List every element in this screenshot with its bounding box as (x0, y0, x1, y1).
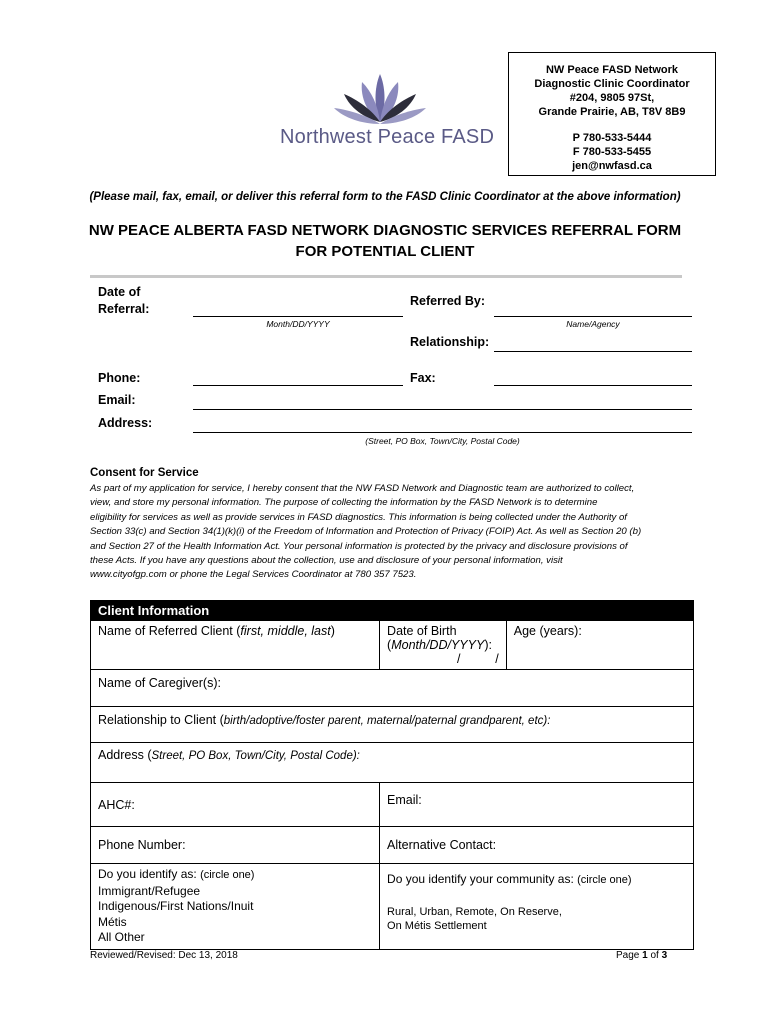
alternative-contact-cell[interactable]: Alternative Contact: (380, 827, 694, 864)
phone-field[interactable] (193, 385, 403, 386)
referred-by-label: Referred By: (410, 294, 486, 308)
revision-date: Reviewed/Revised: Dec 13, 2018 (90, 950, 238, 961)
contact-line: Grande Prairie, AB, T8V 8B9 (538, 106, 686, 118)
contact-line: NW Peace FASD Network (545, 64, 679, 76)
form-title-line: FOR POTENTIAL CLIENT (295, 243, 475, 260)
email-field[interactable] (193, 409, 692, 410)
form-title (60, 220, 710, 262)
client-age-cell[interactable]: Age (years): (506, 621, 693, 670)
client-name-cell[interactable]: Name of Referred Client (first, middle, last) (91, 621, 380, 670)
contact-line: #204, 9805 97St, (569, 92, 655, 104)
date-hint: Month/DD/YYYY (266, 319, 330, 329)
divider (90, 275, 682, 278)
community-options[interactable]: Rural, Urban, Remote, On Reserve, (387, 906, 562, 918)
client-email-cell[interactable]: Email: (380, 783, 694, 827)
page-number: Page 1 of 3 (616, 950, 668, 961)
fax-field[interactable] (494, 385, 692, 386)
client-dob-cell[interactable]: Date of Birth (Month/DD/YYYY): / / (380, 621, 507, 670)
date-of-referral-label: Date of Referral: (98, 285, 150, 316)
consent-text: As part of my application for service, I hereby consent that the NW FASD Network and Diagnostic team are authorized to collect, view, and store my personal information. The purpose of collecting the information by the FASD Network is to determine eligibility for services as well as provide services in FASD diagnostics. This information is being collected under the Authority of Section 33(c) and Section 34(1)(k)(i) of the Freedom of Information and Protection of Privacy (FOIP) Act. As well as Section 20 (b) and Section 27 of the Health Information Act. Your personal information is protected by the privacy and disclosure provisions of these Acts. If you have any questions about the collection, use and disclosure of your personal information, visit www.cityofgp.com or phone the Legal Services Coordinator at 780 357 7523. (90, 483, 642, 581)
identify-option[interactable]: All Other (98, 930, 145, 944)
consent-heading: Consent for Service (90, 467, 199, 479)
logo-text: Northwest Peace FASD (280, 126, 495, 148)
relationship-to-client-cell[interactable]: Relationship to Client (birth/adoptive/foster parent, maternal/paternal grandparent, etc): (91, 707, 694, 743)
referred-by-hint: Name/Agency (566, 319, 620, 329)
client-phone-cell[interactable]: Phone Number: (91, 827, 380, 864)
contact-box (508, 52, 716, 176)
address-field[interactable] (193, 432, 692, 433)
form-title-line: NW PEACE ALBERTA FASD NETWORK DIAGNOSTIC SERVICES REFERRAL FORM (88, 222, 682, 239)
email-label: Email: (98, 393, 136, 407)
contact-line: Diagnostic Clinic Coordinator (534, 78, 690, 90)
contact-phone: P 780-533-5444 (572, 132, 652, 144)
lotus-logo-icon (330, 70, 430, 126)
address-label: Address: (98, 416, 153, 430)
identify-option[interactable]: Métis (98, 914, 127, 929)
dob-slashes: / / (457, 652, 499, 666)
date-of-referral-field[interactable] (193, 316, 403, 317)
relationship-field[interactable] (494, 351, 692, 352)
client-information-heading: Client Information (91, 601, 694, 621)
ahc-cell[interactable]: AHC#: (91, 783, 380, 827)
community-options[interactable]: On Métis Settlement (387, 920, 487, 932)
fax-label: Fax: (410, 371, 436, 385)
referred-by-field[interactable] (494, 316, 692, 317)
logo (330, 70, 430, 126)
client-information-table (90, 600, 694, 950)
address-hint: (Street, PO Box, Town/City, Postal Code) (365, 436, 520, 446)
phone-label: Phone: (98, 371, 141, 385)
instruction-note: (Please mail, fax, email, or deliver this referral form to the FASD Clinic Coordinator at the above information) (89, 191, 681, 203)
contact-fax: F 780-533-5455 (572, 146, 652, 158)
client-address-cell[interactable]: Address (Street, PO Box, Town/City, Postal Code): (91, 743, 694, 783)
relationship-label: Relationship: (410, 335, 490, 349)
contact-email: jen@nwfasd.ca (572, 160, 652, 172)
identify-option[interactable]: Indigenous/First Nations/Inuit (98, 899, 254, 913)
caregiver-cell[interactable]: Name of Caregiver(s): (91, 670, 694, 707)
identify-option[interactable]: Immigrant/Refugee (98, 883, 201, 898)
identify-as-cell[interactable]: Do you identify as: (circle one) Immigrant/Refugee Indigenous/First Nations/Inuit Métis All Other (91, 864, 380, 950)
community-cell[interactable]: Do you identify your community as: (circle one) Rural, Urban, Remote, On Reserve, On Métis Settlement (380, 864, 694, 950)
